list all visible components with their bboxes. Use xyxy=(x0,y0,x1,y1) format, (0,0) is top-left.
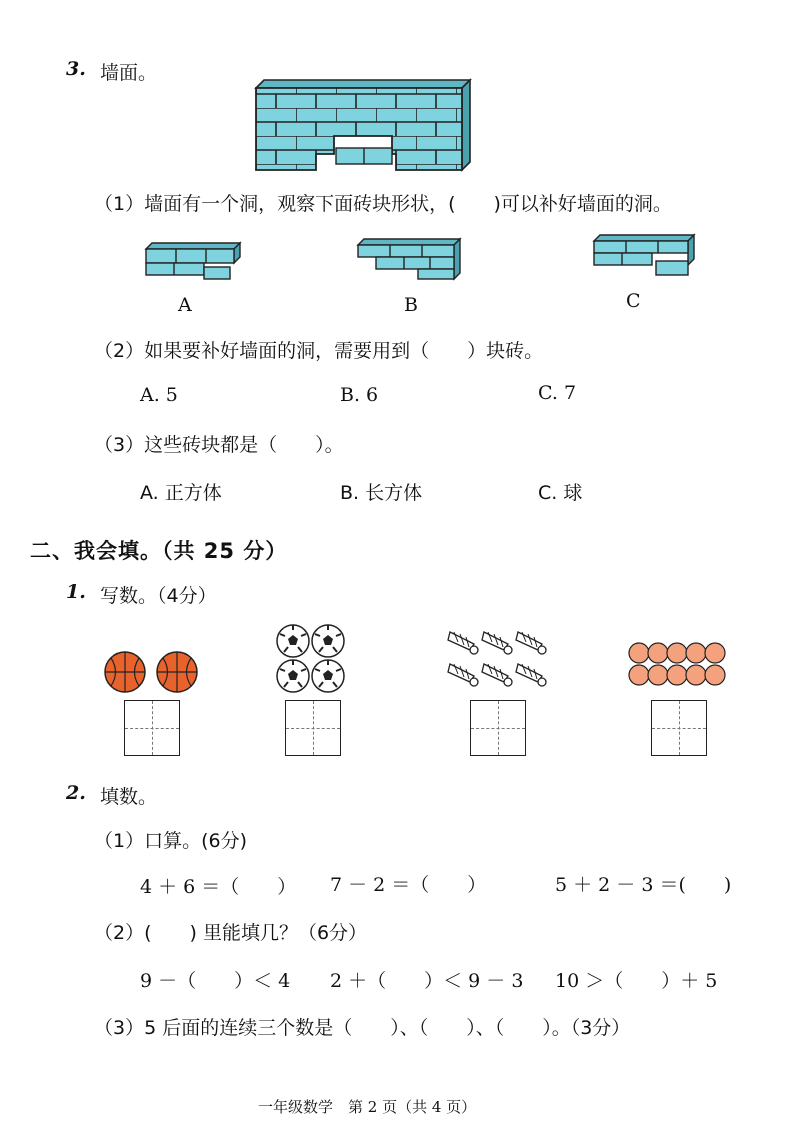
question-3-3-option-a[interactable]: A. 正方体 xyxy=(140,482,222,504)
question-3-3-option-c[interactable]: C. 球 xyxy=(538,482,583,504)
brick-option-a-shape[interactable] xyxy=(144,241,244,283)
question-3-2-text: （2）如果要补好墙面的洞，需要用到（ ）块砖。 xyxy=(94,340,544,362)
basketball-group xyxy=(104,650,200,694)
answer-box-soccer-ball[interactable] xyxy=(285,700,341,756)
section-2-heading: 二、我会填。（共 25 分） xyxy=(30,539,288,563)
question-1-title: 写数。（4分） xyxy=(100,585,217,607)
question-3-2-option-c[interactable]: C. 7 xyxy=(538,382,577,404)
soccer-ball-icon xyxy=(277,660,309,692)
circle-icon xyxy=(629,643,649,663)
circle-icon xyxy=(686,643,706,663)
fill-in-problem-2[interactable]: 2 ＋（ ）＜ 9 － 3 xyxy=(330,970,524,992)
brick-option-c-label: C xyxy=(626,290,641,312)
shuttlecock-icon xyxy=(516,632,546,654)
question-3-2-option-b[interactable]: B. 6 xyxy=(340,384,379,406)
answer-box-shuttlecock[interactable] xyxy=(470,700,526,756)
wall-illustration xyxy=(256,80,472,172)
circle-icon xyxy=(648,643,668,663)
brick-option-b-label: B xyxy=(404,294,418,316)
question-3-1-text: （1）墙面有一个洞，观察下面砖块形状，( )可以补好墙面的洞。 xyxy=(94,193,672,215)
circle-icon xyxy=(667,665,687,685)
brick-option-b-shape[interactable] xyxy=(356,237,464,283)
question-2-2-title: （2）( ) 里能填几？（6分） xyxy=(94,922,368,944)
shuttlecock-icon xyxy=(482,632,512,654)
circle-icon xyxy=(667,643,687,663)
soccer-ball-group xyxy=(276,624,346,694)
question-2-title: 填数。 xyxy=(100,786,158,808)
question-3-title: 墙面。 xyxy=(100,62,158,84)
question-2-1-title: （1）口算。(6分) xyxy=(94,830,248,852)
shuttlecock-icon xyxy=(482,664,512,686)
question-3-2-option-a[interactable]: A. 5 xyxy=(140,384,178,406)
soccer-ball-icon xyxy=(312,625,344,657)
brick-option-a-label: A xyxy=(178,294,192,316)
circle-icon xyxy=(705,643,725,663)
question-3-3-option-b[interactable]: B. 长方体 xyxy=(340,482,423,504)
basketball-icon xyxy=(157,652,197,692)
soccer-ball-icon xyxy=(312,660,344,692)
shuttlecock-icon xyxy=(448,664,478,686)
circle-icon xyxy=(705,665,725,685)
question-3-number: 3. xyxy=(66,58,86,80)
soccer-ball-icon xyxy=(277,625,309,657)
shuttlecock-icon xyxy=(448,632,478,654)
basketball-icon xyxy=(105,652,145,692)
brick-option-c-shape[interactable] xyxy=(592,233,698,279)
answer-box-basketball[interactable] xyxy=(124,700,180,756)
oral-calc-problem-2[interactable]: 7 － 2 ＝（ ） xyxy=(330,874,487,896)
question-1-number: 1. xyxy=(66,581,86,603)
oral-calc-problem-1[interactable]: 4 ＋ 6 ＝（ ） xyxy=(140,876,297,898)
circle-icon xyxy=(648,665,668,685)
question-2-number: 2. xyxy=(66,782,86,804)
question-3-3-text: （3）这些砖块都是（ ）。 xyxy=(94,434,344,456)
fill-in-problem-1[interactable]: 9 －（ ）＜ 4 xyxy=(140,970,291,992)
circle-group xyxy=(628,642,728,688)
answer-box-circle[interactable] xyxy=(651,700,707,756)
page-footer: 一年级数学 第 2 页（共 4 页） xyxy=(258,1098,477,1116)
shuttlecock-icon xyxy=(516,664,546,686)
question-2-3-text[interactable]: （3）5 后面的连续三个数是（ ）、（ ）、（ ）。（3分） xyxy=(94,1017,631,1039)
oral-calc-problem-3[interactable]: 5 ＋ 2 － 3 ＝( ) xyxy=(555,874,732,896)
circle-icon xyxy=(686,665,706,685)
shuttlecock-group xyxy=(446,626,550,692)
circle-icon xyxy=(629,665,649,685)
fill-in-problem-3[interactable]: 10 ＞（ ）＋ 5 xyxy=(555,970,718,992)
